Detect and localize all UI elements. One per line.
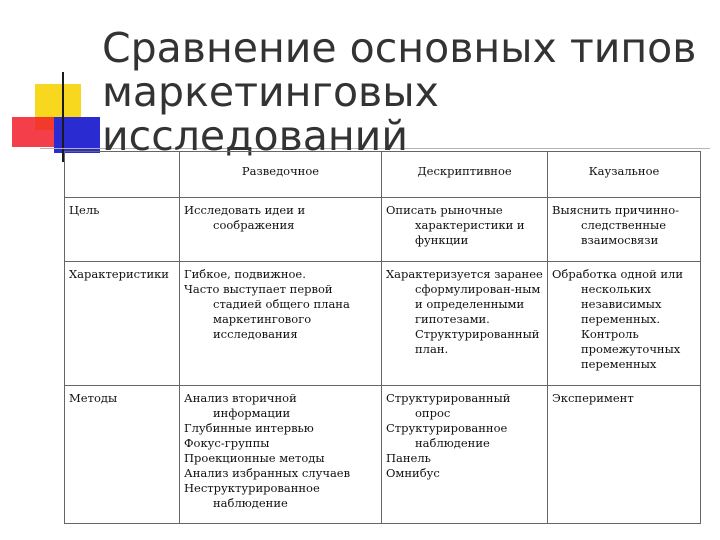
table-row-characteristics [65, 262, 701, 386]
table-cell [548, 198, 701, 262]
table-row-methods [65, 386, 701, 524]
cell-line: Гибкое, подвижное. [184, 267, 306, 281]
row-label: Методы [65, 386, 180, 524]
table-cell [180, 262, 382, 386]
cell-line: Эксперимент [552, 391, 634, 405]
header-cell-empty [65, 152, 180, 198]
table-cell [382, 198, 548, 262]
decor-red-square [12, 117, 58, 147]
cell-line: Структурированное наблюдение [386, 421, 508, 450]
cell-line: Проекционные методы [184, 451, 325, 465]
cell-line: Часто выступает первой стадией общего плана маркетингового исследования [184, 282, 350, 341]
cell-line: Исследовать идеи и соображения [184, 203, 306, 232]
comparison-table [64, 151, 701, 524]
table-cell [382, 262, 548, 386]
title-line: Сравнение основных типов [102, 24, 697, 72]
cell-line: Анализ вторичной информации [184, 391, 297, 420]
cell-line: Характеризуется заранее сформулирован-ным и определенными гипотезами. Структурированный план. [386, 267, 543, 356]
header-cell-exploratory: Разведочное [180, 152, 382, 198]
table-row-goal [65, 198, 701, 262]
cell-line: Выяснить причинно-следственные взаимосвязи [552, 203, 680, 247]
title-line: маркетинговых [102, 68, 439, 116]
table-header-row [65, 152, 701, 198]
table-cell [180, 198, 382, 262]
header-cell-causal: Каузальное [548, 152, 701, 198]
cell-line: Структурированный опрос [386, 391, 511, 420]
slide-title [102, 26, 702, 158]
cell-line: Неструктурированное наблюдение [184, 481, 320, 510]
cell-line: Анализ избранных случаев [184, 466, 351, 480]
cell-line: Описать рыночные характеристики и функции [386, 203, 525, 247]
table-cell [548, 386, 701, 524]
table-cell [180, 386, 382, 524]
table-cell [382, 386, 548, 524]
header-cell-descriptive: Дескриптивное [382, 152, 548, 198]
title-line: исследований [102, 112, 408, 160]
cell-line: Панель [386, 451, 431, 465]
cell-line: Омнибус [386, 466, 440, 480]
table-cell [548, 262, 701, 386]
cell-line: Глубинные интервью [184, 421, 314, 435]
row-label: Цель [65, 198, 180, 262]
row-label: Характеристики [65, 262, 180, 386]
cell-line: Обработка одной или нескольких независимых переменных. Контроль промежуточных переменных [552, 267, 684, 371]
cell-line: Фокус-группы [184, 436, 270, 450]
